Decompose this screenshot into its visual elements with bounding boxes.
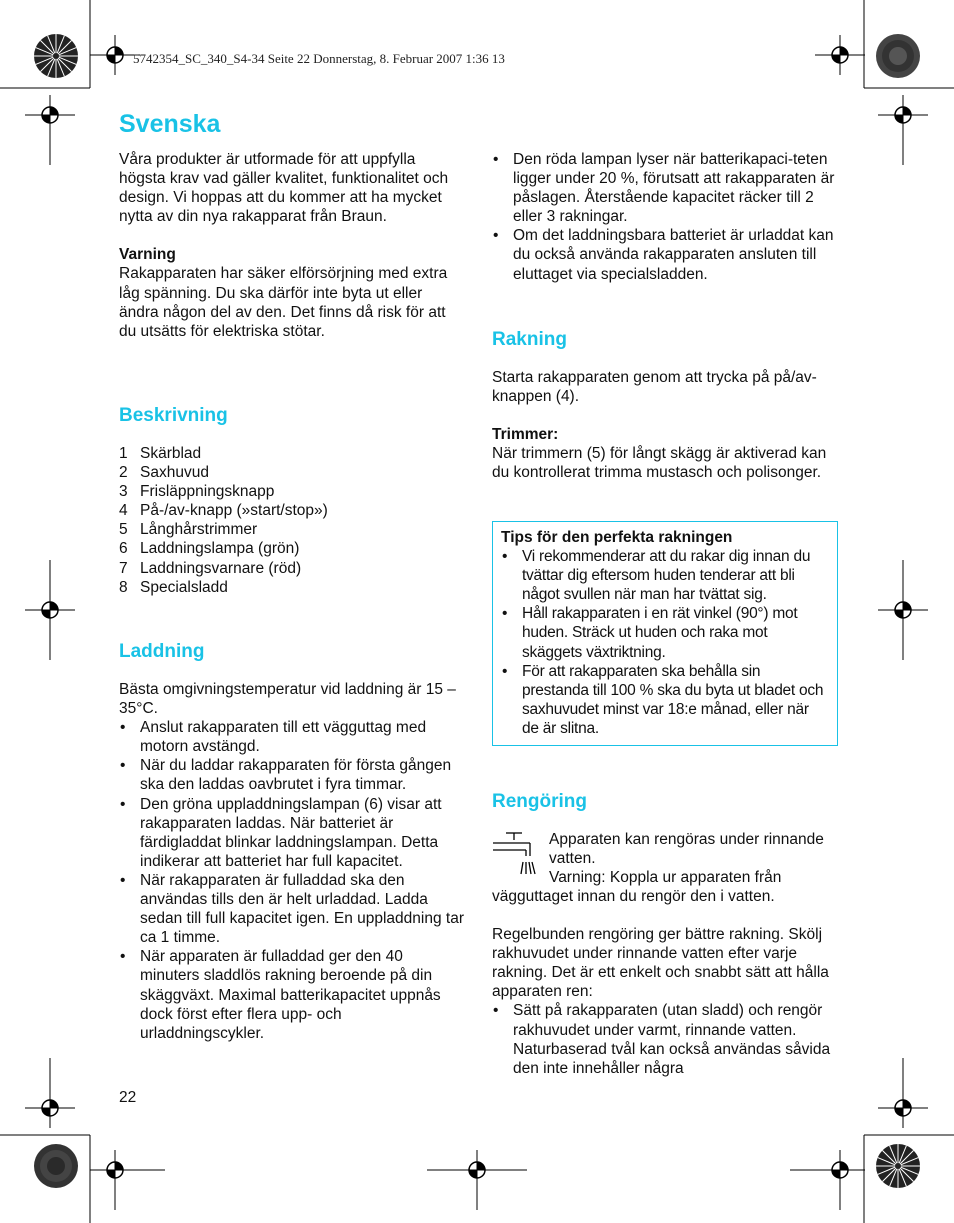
list-item: • Om det laddningsbara batteriet är urladdat kan du också använda rakapparaten ansluten till eluttaget via specialsladden. [492,226,837,283]
list-item: • Den röda lampan lyser när batterikapaci-teten ligger under 20 %, förutsatt att rakapparaten är påslagen. Återstående kapacitet räcker till 2 eller 3 rakningar. [492,150,837,226]
shaving-section [492,368,837,482]
list-item: 4 På-/av-knapp (»start/stop») [119,502,328,520]
starburst-color-target-icon [875,33,921,79]
registration-crosshair-icon [878,95,928,165]
list-item: 6 Laddningslampa (grön) [119,540,300,558]
registration-crosshair-icon [25,1058,75,1128]
registration-crosshair-icon [878,560,928,660]
print-header: 5742354_SC_340_S4-34 Seite 22 Donnerstag, 8. Februar 2007 1:36 13 [133,51,505,66]
charging-continued [492,150,837,284]
tips-bullets [501,547,829,738]
registration-crosshair-icon [815,35,865,75]
starburst-color-target-icon [875,1143,921,1189]
starburst-color-target-icon [33,1143,79,1189]
list-item: 2 Saxhuvud [119,464,209,482]
regular-cleaning-text: Regelbunden rengöring ger bättre rakning. Skölj rakhuvudet under rinnande vatten efter varje rakning. Det är ett enkelt och snabbt sätt att hålla apparaten ren: [492,926,829,1001]
rinse-line: Apparaten kan rengöras under rinnande vatten. [549,831,824,868]
tips-heading: Tips för den perfekta rakningen [501,529,733,546]
rinse-text [549,830,839,887]
list-item: • Håll rakapparaten i en rät vinkel (90°) mot huden. Sträck ut huden och raka mot skäggets växtriktning. [501,604,829,661]
cleaning-heading: Rengöring [492,791,587,812]
tips-box [492,521,838,746]
registration-crosshair-icon [25,95,75,165]
description-list-wrap [119,444,464,597]
shaving-text: Starta rakapparaten genom att trycka på på/av-knappen (4). [492,369,817,406]
list-item: 1 Skärblad [119,445,202,462]
page-number: 22 [119,1089,137,1106]
shaving-heading: Rakning [492,329,567,350]
list-item: • När du laddar rakapparaten för första gången ska den laddas oavbrutet i fyra timmar. [119,756,464,794]
trimmer-label: Trimmer: [492,426,559,444]
list-item: • När rakapparaten är fulladdad ska den användas tills den är helt urladdad. Ladda sedan till full kapacitet igen. En uppladdning tar ca 1 timme. [119,871,464,947]
charging-intro: Bästa omgivningstemperatur vid laddning är 15 – 35°C. [119,681,456,718]
list-item: 7 Laddningsvarnare (röd) [119,559,302,577]
registration-crosshair-icon [790,1150,865,1210]
warning-label: Varning [119,246,176,264]
list-item: • När apparaten är fulladdad ger den 40 minuters sladdlös rakning beroende på din skäggväxt. Maximal batterikapacitet uppnås dock först efter flera upp- och urladdningscykler. [119,947,464,1042]
registration-crosshair-icon [878,1058,928,1128]
registration-crosshair-icon [25,560,75,660]
rinse-warning-cont: vägguttaget innan du rengör den i vatten. [492,888,775,905]
registration-crosshair-icon [90,1150,165,1210]
list-item: • Vi rekommenderar att du rakar dig innan du tvättar dig eftersom huden tenderar att bli något svullen när man har tvättat sig. [501,547,829,604]
trimmer-text: När trimmern (5) för långt skägg är aktiverad kan du kontrollerat trimma mustasch och polisonger. [492,445,827,482]
rinse-warning: Varning: Koppla ur apparaten från [549,869,782,887]
charging-continued-bullets [492,150,837,284]
cleaning-section [492,887,837,1078]
charging-heading: Laddning [119,641,205,662]
page-title: Svenska [119,110,221,138]
list-item: 8 Specialsladd [119,578,228,596]
list-item: • För att rakapparaten ska behålla sin prestanda till 100 % ska du byta ut bladet och saxhuvudet minst var 18:e månad, eller när de är slitna. [501,662,829,738]
list-item: • Anslut rakapparaten till ett vägguttag med motorn avstängd. [119,718,464,756]
description-heading: Beskrivning [119,405,228,426]
charging-section [119,680,464,1043]
cleaning-bullets [492,1001,837,1077]
starburst-color-target-icon [33,33,79,79]
water-tap-icon [492,830,536,876]
description-list [119,444,464,597]
registration-crosshair-icon [427,1150,527,1210]
warning-text: Rakapparaten har säker elförsörjning med extra låg spänning. Du ska därför inte byta ut eller ändra någon del av den. Det finns då risk för att du utsätts för elektriska stötar. [119,265,448,340]
intro-text: Våra produkter är utformade för att uppfylla högsta krav vad gäller kvalitet, funktionalitet och design. Vi hoppas att du kommer att ha mycket nytta av din nya rakapparat från Braun. [119,151,449,226]
list-item: • Sätt på rakapparaten (utan sladd) och rengör rakhuvudet under varmt, rinnande vatten. Naturbaserad tvål kan också användas såvida den inte innehåller några [492,1001,837,1077]
charging-bullets [119,718,464,1043]
list-item: 5 Långhårstrimmer [119,521,258,539]
list-item: • Den gröna uppladdningslampan (6) visar att rakapparaten laddas. När batteriet är färdigladdat blinkar laddningslampan. Detta indikerar att batteriet har full kapacitet. [119,795,464,871]
list-item: 3 Frisläppningsknapp [119,483,275,501]
left-column [119,150,464,341]
